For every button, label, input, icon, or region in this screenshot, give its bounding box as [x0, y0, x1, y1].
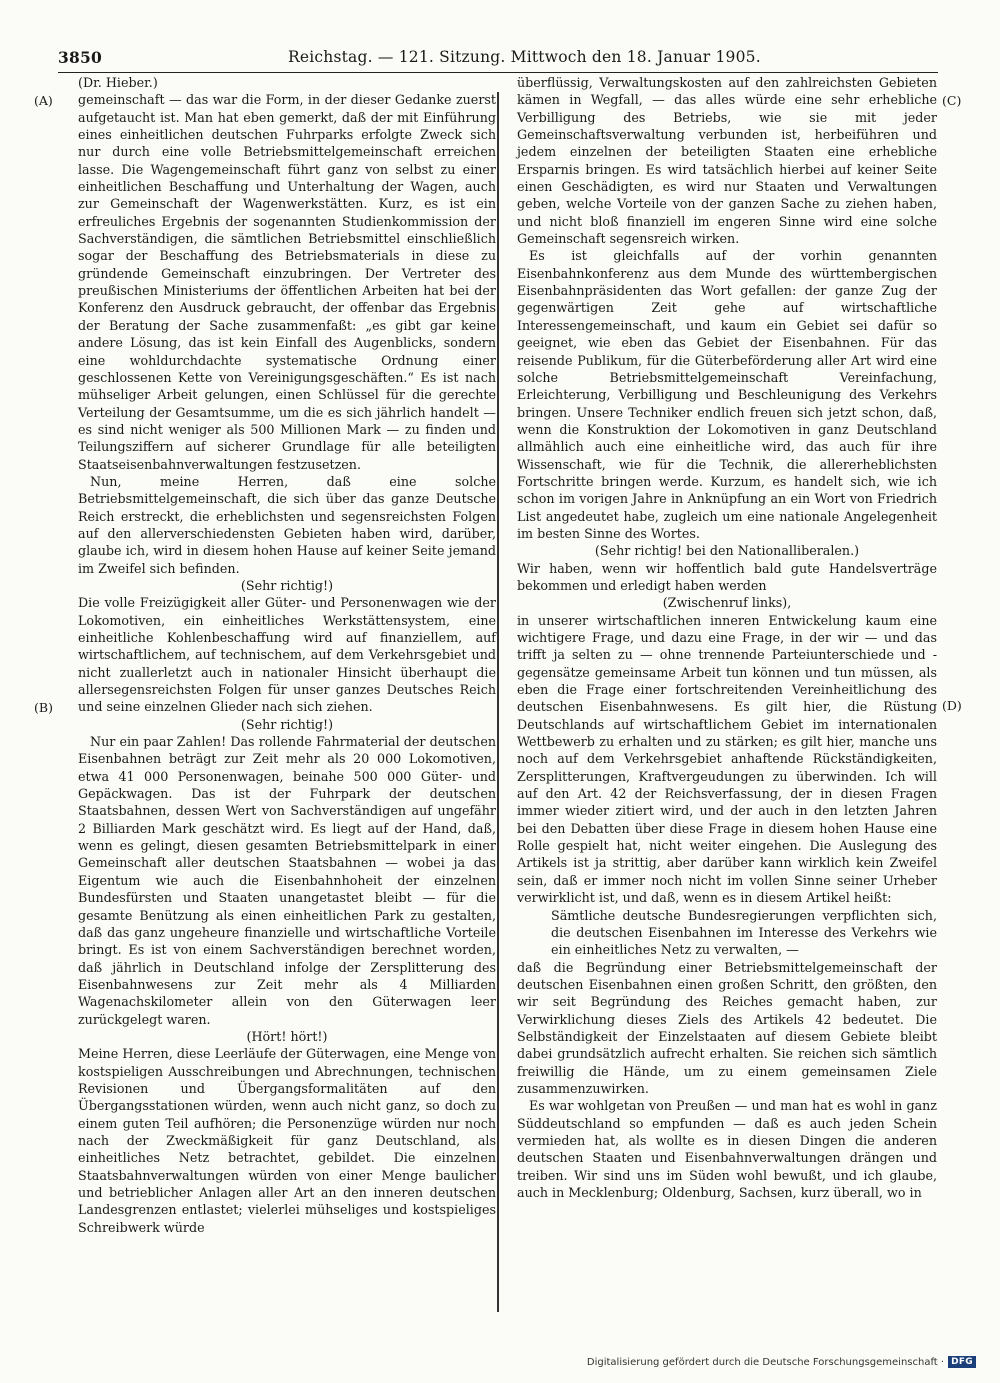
- page-footer: [587, 1356, 976, 1368]
- left-paragraph: Nun, meine Herren, daß eine solche Betriebsmittelgemeinschaft, die sich über das ganze Deutsche Reich erstreckt, die erheblichsten und segensreichsten Folgen auf den allerverschiedensten Gebieten haben wird, darüber, glaube ich, wird in diesem hohen Hause auf keiner Seite jemand im Zweifel sich befinden.: [78, 473, 496, 576]
- dfg-logo: DFG: [948, 1356, 976, 1368]
- right-paragraph: Es ist gleichfalls auf der vorhin genannten Eisenbahnkonferenz aus dem Munde des württembergischen Eisenbahnpräsidenten das Wort gefallen: der ganze Zug der gegenwärtigen Zeit gehe auf wirtschaftliche Interessengemeinschaft, und kaum ein Gebiet sei dafür so geeignet, wie eben das Gebiet der Eisenbahnen. Für das reisende Publikum, für die Güterbeförderung aller Art wird eine solche Betriebsmittelgemeinschaft Vereinfachung, Erleichterung, Verbilligung und Beschleunigung des Verkehrs bringen. Unsere Techniker endlich freuen sich jetzt schon, daß, wenn die Konstruktion der Lokomotiven in ganz Deutschland allmählich auch eine einheitliche wird, das auch für ihre Wissenschaft, wie für die Technik, die allererheblichsten Fortschritte bringen werde. Kurzum, es handelt sich, wie ich schon im vorigen Jahre in Anknüpfung an ein Wort von Friedrich List angedeutet habe, zugleich um eine nationale Angelegenheit im besten Sinne des Wortes.: [517, 248, 937, 541]
- right-interjection: (Zwischenruf links),: [662, 595, 792, 611]
- page-header: [58, 46, 938, 73]
- left-paragraph: gemeinschaft — das war die Form, in der dieser Gedanke zuerst aufgetaucht ist. Man hat eben gemerkt, daß der mit Einführung eines einheitlichen deutschen Fuhrparks erfolgte Zweck sich nur durch eine volle Betriebsmittelgemeinschaft erreichen lasse. Die Wagengemeinschaft führt ganz von selbst zu einer einheitlichen Beschaffung und Unterhaltung der Wagen, auch zur Gemeinschaft der Wagenwerkstätten. Kurz, es ist ein erfreuliches Ergebnis der sogenannten Studienkommission der Sachverständigen, die sämtlichen Betriebsmittel einschließlich sogar der Beschaffung des Betriebsmaterials in diese zu gründende Gemeinschaft einzubringen. Der Vertreter des preußischen Ministeriums der öffentlichen Arbeiten hat bei der Konferenz den Ausdruck gebraucht, der offenbar das Ergebnis der Beratung der Sache zusammenfaßt: „es gibt gar keine andere Lösung, das ist kein Einfall des Augenblicks, sondern eine wohldurchdachte systematische Ordnung einer geschlossenen Kette von Vereinigungsgeschäften.“ Es ist nach mühseliger Arbeit gelungen, einen Schlüssel für die gerechte Verteilung der Gesamtsumme, um die es sich jährlich handelt — es sind nicht weniger als 500 Millionen Mark — zu finden und Teilungsziffern auf sicherer Grundlage für alle beteiligten Staatseisenbahnverwaltungen festzusetzen.: [78, 92, 496, 472]
- margin-mark-a: (A): [34, 93, 53, 108]
- column-divider: [497, 92, 499, 1312]
- left-paragraph: Meine Herren, diese Leerläufe der Güterwagen, eine Menge von kostspieligen Ausschreibungen und Abrechnungen, technischen Revisionen und Übergangsformalitäten auf den Übergangsstationen würden, wenn auch nicht ganz, so doch zu einem guten Teil aufhören; die Personenzüge würden nur noch nach der Zweckmäßigkeit für ganz Deutschland, als einheitliches Netz betrachtet, gebildet. Die einzelnen Staatsbahnverwaltungen würden von einer Menge baulicher und betrieblicher Anlagen aller Art an den inneren deutschen Landesgrenzen entlastet; vielerlei mühseliges und kostspieliges Schreibwerk würde: [78, 1046, 496, 1235]
- right-paragraph: Es war wohlgetan von Preußen — und man hat es wohl in ganz Süddeutschland so empfunden — daß es auch jeden Schein vermieden hat, als wollte es in diesen Dingen die anderen deutschen Staaten und Eisenbahnverwaltungen drängen und treiben. Wir sind uns im Süden wohl bewußt, und ich glaube, auch in Mecklenburg; Oldenburg, Sachsen, kurz überall, wo in: [517, 1098, 937, 1200]
- margin-mark-b: (B): [34, 700, 53, 715]
- page-number: 3850: [58, 48, 102, 67]
- margin-mark-c: (C): [942, 93, 962, 108]
- left-interjection: (Sehr richtig!): [240, 577, 334, 593]
- right-interjection: (Sehr richtig! bei den Nationalliberalen.): [594, 543, 860, 559]
- right-paragraph: daß die Begründung einer Betriebsmittelgemeinschaft der deutschen Eisenbahnen einen großen Schritt, den größten, den wir seit Begründung des Reiches gemacht haben, zur Verwirklichung dieses Ziels des Artikels 42 bedeutet. Die Selbständigkeit der Einzelstaaten auf diesem Gebiete bleibt dabei grundsätzlich aufrecht erhalten. Sie reichen sich sämtlich freiwillig die Hände, um zu einem gemeinsamen Ziele zusammenzuwirken.: [517, 959, 937, 1096]
- left-interjection: (Hört! hört!): [246, 1028, 328, 1044]
- left-paragraph: Nur ein paar Zahlen! Das rollende Fahrmaterial der deutschen Eisenbahnen beträgt zur Zeit mehr als 20 000 Lokomotiven, etwa 41 000 Personenwagen, beinahe 500 000 Güter- und Gepäckwagen. Das ist der Fuhrpark der deutschen Staatsbahnen, dessen Wert von Sachverständigen auf ungefähr 2 Billiarden Mark geschätzt wird. Es liegt auf der Hand, daß, wenn es gelingt, diesen gesamten Betriebsmittelpark in einer Gemeinschaft aller deutschen Staatsbahnen — wobei ja das Eigentum wie auch die Eisenbahnhoheit der einzelnen Bundesfürsten und Staaten unangetastet bleibt — für die gesamte Benützung als einen einheitlichen Park zu gestalten, daß das ganz ungeheure finanzielle und wirtschaftliche Vorteile bringt. Es ist von einem Sachverständigen berechnet worden, daß jährlich in Deutschland infolge der Zersplitterung des Eisenbahnwesens zur Zeit mehr als 4 Milliarden Wagenachskilometer allein von den Güterwagen leer zurückgelegt waren.: [78, 734, 496, 1027]
- right-paragraph: Wir haben, wenn wir hoffentlich bald gute Handelsverträge bekommen und erledigt haben werden: [517, 560, 937, 593]
- left-interjection: (Sehr richtig!): [240, 716, 334, 732]
- left-speaker-label: (Dr. Hieber.): [78, 75, 158, 90]
- right-paragraph: überflüssig, Verwaltungskosten auf den zahlreichsten Gebieten kämen in Wegfall, — das alles würde eine sehr erhebliche Verbilligung des Betriebs, wie sie mit jeder Gemeinschaftsverwaltung verbunden ist, herbeiführen und jedem einzelnen der beteiligten Staaten eine erhebliche Ersparnis bringen. Es wird tatsächlich hierbei auf keiner Seite einen Geschädigten, es wird nur Staaten und Verwaltungen geben, welche Vorteile von der ganzen Sache zu ziehen haben, und nicht bloß finanziell im engeren Sinne wird eine solche Gemeinschaft segensreich wirken.: [517, 75, 937, 247]
- footer-credit: Digitalisierung gefördert durch die Deutsche Forschungsgemeinschaft ·: [586, 1356, 945, 1368]
- margin-mark-d: (D): [942, 698, 962, 713]
- right-quotation: Sämtliche deutsche Bundesregierungen verpflichten sich, die deutschen Eisenbahnen im Interesse des Verkehrs wie ein einheitliches Netz zu verwalten, —: [551, 907, 937, 958]
- right-column: [517, 74, 937, 1201]
- running-title: Reichstag. — 121. Sitzung. Mittwoch den 18. Januar 1905.: [288, 48, 761, 66]
- left-paragraph: Die volle Freizügigkeit aller Güter- und Personenwagen wie der Lokomotiven, ein einheitliches Werkstättensystem, eine einheitliche Kohlenbeschaffung wird auf finanziellem, auf wirtschaftlichem, auf technischem, auf dem Verkehrsgebiet und nicht zuallerletzt auch in nationaler Hinsicht überhaupt die allersegensreichsten Folgen für unser ganzes Deutsches Reich und seine einzelnen Glieder nach sich ziehen.: [78, 595, 496, 715]
- left-column: [78, 74, 496, 1236]
- right-paragraph: in unserer wirtschaftlichen inneren Entwickelung kaum eine wichtigere Frage, und dazu eine Frage, in der wir — und das trifft ja selten zu — ohne trennende Parteiunterschiede und -gegensätze gemeinsame Arbeit tun können und tun müssen, als eben die Frage einer fortschreitenden Vereinheitlichung des deutschen Eisenbahnwesens. Es gilt hier, die Rüstung Deutschlands auf wirtschaftlichem Gebiet im internationalen Wettbewerb zu erhalten und zu stärken; es gilt hier, manche uns noch auf dem Verkehrsgebiet anhaftende Rückständigkeiten, Zersplitterungen, Kraftvergeudungen zu überwinden. Ich will auf den Art. 42 der Reichsverfassung, der in diesen Fragen immer wieder zitiert wird, und der auch in den letzten Jahren bei den Debatten über diese Frage in diesem hohen Hause eine Rolle gespielt hat, nicht weiter eingehen. Die Auslegung des Artikels ist ja strittig, aber darüber kann wirklich kein Zweifel sein, daß er immer noch nicht im vollen Sinne seiner Urheber verwirklicht ist, und daß, wenn es in diesem Artikel heißt:: [517, 612, 937, 906]
